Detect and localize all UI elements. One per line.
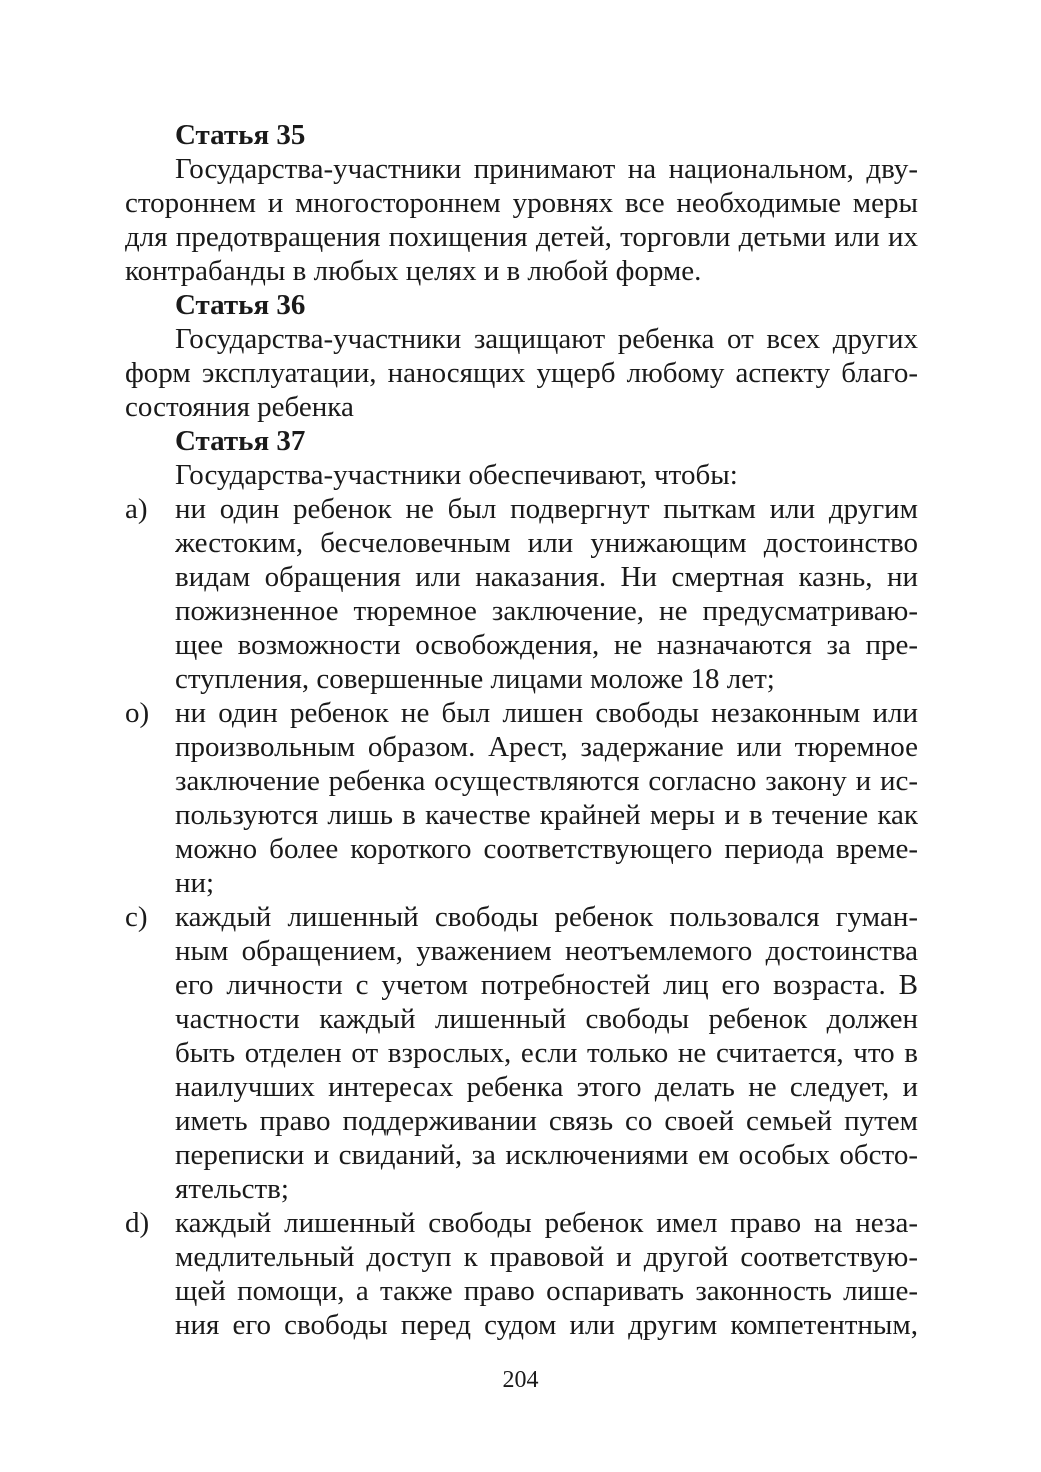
- list-item-line: ни один ребенок не был подвергнут пыткам или другим: [175, 493, 918, 525]
- article-text-line: Государства-участники принимают на национальном, дву-: [175, 153, 918, 185]
- list-item-o: [125, 696, 918, 900]
- list-item-line: его личности с учетом потребностей лиц его возраста. В: [175, 969, 918, 1001]
- list-item-line: ния его свободы перед судом или другим компетентным,: [175, 1309, 918, 1341]
- list-item-line: произвольным образом. Арест, задержание или тюремное: [175, 731, 918, 763]
- article-text-line: для предотвращения похищения детей, торговли детьми или их: [125, 221, 918, 253]
- article-text-line: стороннем и многостороннем уровнях все необходимые меры: [125, 187, 918, 219]
- list-item-line: заключение ребенка осуществляются согласно закону и ис-: [175, 765, 918, 797]
- list-item-line: иметь право поддерживании связь со своей семьей путем: [175, 1105, 918, 1137]
- list-item-line: ступления, совершенные лицами моложе 18 лет;: [175, 663, 775, 695]
- article-text-line: форм эксплуатации, наносящих ущерб любому аспекту благо-: [125, 357, 918, 389]
- article-36: [125, 288, 918, 424]
- article-35: [125, 118, 918, 288]
- document-page: [125, 118, 918, 1342]
- list-item-line: переписки и свиданий, за исключениями ем особых обсто-: [175, 1139, 918, 1171]
- list-item-line: пользуются лишь в качестве крайней меры и в течение как: [175, 799, 918, 831]
- article-heading: Статья 35: [175, 119, 306, 151]
- list-item-line: ятельств;: [175, 1173, 289, 1205]
- list-marker: a): [125, 493, 148, 525]
- article-intro: Государства-участники обеспечивают, чтобы:: [175, 459, 738, 491]
- article-heading: Статья 37: [175, 425, 306, 457]
- list-item-line: можно более короткого соответствующего периода време-: [175, 833, 918, 865]
- list-item-line: каждый лишенный свободы ребенок пользовался гуман-: [175, 901, 918, 933]
- list-item-line: пожизненное тюремное заключение, не предусматриваю-: [175, 595, 918, 627]
- list-item-d: [125, 1206, 918, 1342]
- page-number: 204: [502, 1367, 539, 1393]
- list-item-c: [125, 900, 918, 1206]
- article-37: [125, 424, 918, 1342]
- article-text-line: состояния ребенка: [125, 391, 354, 423]
- list-item-line: ным обращением, уважением неотъемлемого достоинства: [175, 935, 918, 967]
- list-item-line: каждый лишенный свободы ребенок имел право на неза-: [175, 1207, 918, 1239]
- article-text-line: Государства-участники защищают ребенка от всех других: [175, 323, 918, 355]
- list-item-line: видам обращения или наказания. Ни смертная казнь, ни: [175, 561, 918, 593]
- list-item-line: щее возможности освобождения, не назначаются за пре-: [175, 629, 918, 661]
- list-item-line: наилучших интересах ребенка этого делать не следует, и: [175, 1071, 918, 1103]
- list-item-a: [125, 492, 918, 696]
- list-marker: о): [125, 697, 150, 729]
- list-marker: d): [125, 1207, 150, 1239]
- list-item-line: медлительный доступ к правовой и другой соответствую-: [175, 1241, 918, 1273]
- list-item-line: частности каждый лишенный свободы ребенок должен: [175, 1003, 918, 1035]
- list-marker: с): [125, 901, 148, 933]
- list-item-line: щей помощи, а также право оспаривать законность лише-: [175, 1275, 918, 1307]
- list-item-line: ни один ребенок не был лишен свободы незаконным или: [175, 697, 918, 729]
- list-item-line: жестоким, бесчеловечным или унижающим достоинство: [175, 527, 918, 559]
- article-heading: Статья 36: [175, 289, 306, 321]
- article-text-line: контрабанды в любых целях и в любой форме.: [125, 255, 702, 287]
- list-item-line: ни;: [175, 867, 215, 899]
- list-item-line: быть отделен от взрослых, если только не считается, что в: [175, 1037, 918, 1069]
